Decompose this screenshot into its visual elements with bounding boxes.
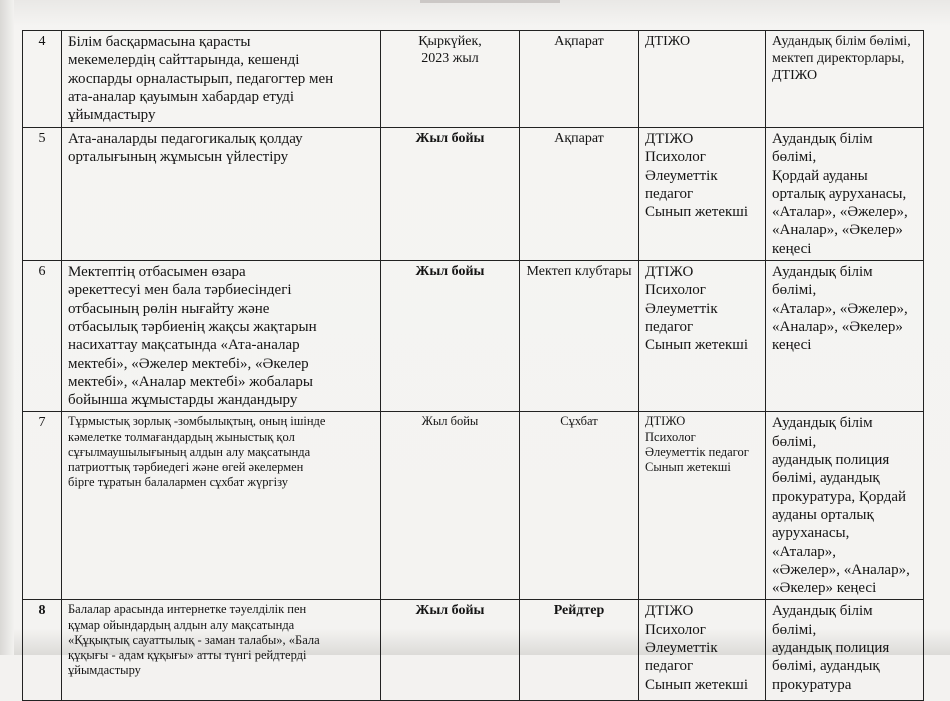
participants-line: Аудандық білім бөлімі,	[772, 415, 873, 450]
term-line: 2023 жыл	[421, 51, 479, 67]
event-line: отбасылық тәрбиенің жақсы жақтарын	[68, 318, 317, 335]
participants-line: «Әкелер» кеңесі	[772, 580, 877, 597]
form-cell: Сұхбат	[520, 412, 639, 600]
participants-line: «Әжелер», «Аналар»,	[772, 561, 910, 578]
event-line: «Құқықтық сауаттылық - заман талабы», «Бала	[68, 632, 320, 647]
event-line: бойынша жұмыстарды жандандыру	[68, 392, 298, 409]
row-number: 8	[23, 600, 62, 701]
participants-line: кеңесі	[772, 240, 812, 257]
responsible-line: ДТІЖО	[645, 603, 694, 620]
responsible-line: Сынып жетекші	[645, 676, 749, 693]
participants-line: Аудандық білім бөлімі,	[772, 34, 911, 49]
term-line: Жыл бойы	[415, 131, 485, 146]
participants-line: «Аналар», «Әкелер»	[772, 222, 903, 239]
participants-line: прокуратура, Қордай	[772, 488, 907, 505]
term-cell	[381, 128, 520, 261]
responsible-line: ДТІЖО	[645, 264, 694, 281]
participants-line: «Аталар», «Әжелер»,	[772, 204, 908, 221]
term-line: Жыл бойы	[415, 264, 485, 280]
participants-line: кеңесі	[772, 337, 812, 354]
responsible-line: педагог	[645, 185, 694, 202]
event-line: жоспарды орналастырып, педагогтер мен	[68, 70, 334, 87]
participants-line: Аудандық білім бөлімі,	[772, 131, 873, 166]
term-line: Жыл бойы	[415, 603, 485, 619]
event-line: орталығының жұмысын үйлестіру	[68, 149, 289, 166]
event-line: Тұрмыстық зорлық -зомбылықтың, оның ішінде	[68, 414, 326, 429]
participants-cell	[766, 412, 924, 600]
participants-cell	[766, 600, 924, 701]
event-line: Мектептің отбасымен өзара	[68, 264, 246, 281]
term-line: Қыркүйек,	[418, 34, 482, 49]
form-cell: Рейдтер	[520, 600, 639, 701]
participants-line: аудандық полиция	[772, 452, 890, 469]
plan-table	[22, 30, 924, 701]
responsible-line: Психолог	[645, 282, 706, 299]
event-line: патриоттық тәрбиедегі және өгей әкелермен	[68, 460, 304, 475]
event-line: ұйымдастыру	[68, 663, 141, 678]
participants-line: Қордай ауданы	[772, 167, 868, 184]
form-cell: Ақпарат	[520, 31, 639, 128]
event-line: насихаттау мақсатында «Ата-аналар	[68, 337, 300, 354]
responsible-line: Сынып жетекші	[645, 204, 749, 221]
responsible-line: педагог	[645, 658, 694, 675]
event-line: отбасының рөлін нығайту және	[68, 300, 270, 317]
participants-line: бөлімі, аудандық	[772, 658, 880, 675]
event-line: құқығы - адам құқығы» атты түнгі рейдтерді	[68, 648, 307, 663]
responsible-cell	[639, 600, 766, 701]
responsible-line: Сынып жетекші	[645, 460, 731, 475]
responsible-cell	[639, 412, 766, 600]
responsible-line: ДТІЖО	[645, 34, 691, 49]
event-line: Білім басқармасына қарасты	[68, 34, 251, 50]
event-line: Балалар арасында интернетке тәуелділік пен	[68, 602, 307, 617]
participants-line: ДТІЖО	[772, 68, 818, 84]
event-cell	[62, 600, 381, 701]
event-line: әрекеттесуі мен бала тәрбиесіндегі	[68, 282, 292, 299]
table-row	[23, 128, 924, 261]
event-cell	[62, 31, 381, 128]
row-number: 6	[23, 261, 62, 412]
row-number: 5	[23, 128, 62, 261]
participants-line: прокуратура	[772, 676, 852, 693]
event-line: сұғылмаушылығының алдын алу мақсатында	[68, 444, 311, 459]
participants-line: аудандық полиция	[772, 640, 890, 657]
responsible-line: Психолог	[645, 149, 706, 166]
event-line: бірге тұратын балалармен сұхбат жүргізу	[68, 475, 289, 490]
participants-line: Аудандық білім бөлімі,	[772, 603, 873, 638]
row-number: 4	[23, 31, 62, 128]
term-cell	[381, 412, 520, 600]
participants-cell	[766, 31, 924, 128]
term-cell	[381, 261, 520, 412]
event-line: кәмелетке толмағандардың жыныстық қол	[68, 429, 295, 444]
table-row	[23, 600, 924, 701]
event-cell	[62, 261, 381, 412]
responsible-line: Әлеуметтік	[645, 640, 718, 657]
participants-line: Аудандық білім бөлімі,	[772, 264, 873, 299]
responsible-cell	[639, 31, 766, 128]
event-line: мектебі», «Аналар мектебі» жобалары	[68, 373, 313, 390]
event-line: ұйымдастыру	[68, 107, 156, 124]
participants-line: мектеп директорлары,	[772, 51, 905, 67]
scan-edge	[0, 0, 14, 655]
staple-mark	[420, 0, 560, 3]
responsible-line: Әлеуметтік педагог	[645, 444, 749, 459]
term-cell	[381, 31, 520, 128]
responsible-line: Әлеуметтік	[645, 300, 718, 317]
responsible-line: Әлеуметтік	[645, 167, 718, 184]
responsible-line: Психолог	[645, 621, 706, 638]
event-line: мектебі», «Әжелер мектебі», «Әкелер	[68, 355, 309, 372]
event-line: ата-аналар қауымын хабардар етуді	[68, 88, 295, 105]
responsible-line: Сынып жетекші	[645, 337, 749, 354]
participants-line: «Аналар», «Әкелер»	[772, 318, 903, 335]
term-cell	[381, 600, 520, 701]
responsible-line: ДТІЖО	[645, 131, 694, 147]
row-number: 7	[23, 412, 62, 600]
responsible-line: ДТІЖО	[645, 414, 686, 429]
table-row	[23, 412, 924, 600]
participants-line: «Аталар», «Әжелер»,	[772, 300, 908, 317]
table-row	[23, 261, 924, 412]
event-cell	[62, 128, 381, 261]
participants-cell	[766, 261, 924, 412]
responsible-line: Психолог	[645, 429, 696, 444]
event-cell	[62, 412, 381, 600]
table-row	[23, 31, 924, 128]
participants-line: ауруханасы, «Аталар»,	[772, 525, 850, 560]
responsible-cell	[639, 128, 766, 261]
responsible-cell	[639, 261, 766, 412]
responsible-line: педагог	[645, 318, 694, 335]
participants-line: орталық ауруханасы,	[772, 185, 907, 202]
participants-cell	[766, 128, 924, 261]
participants-line: бөлімі, аудандық	[772, 470, 880, 487]
form-cell: Ақпарат	[520, 128, 639, 261]
event-line: құмар ойындардың алдын алу мақсатында	[68, 617, 295, 632]
event-line: Ата-аналарды педагогикалық қолдау	[68, 131, 303, 147]
event-line: мекемелердің сайттарында, кешенді	[68, 52, 300, 69]
term-line: Жыл бойы	[421, 414, 479, 429]
participants-line: ауданы орталық	[772, 506, 874, 523]
form-cell: Мектеп клубтары	[520, 261, 639, 412]
